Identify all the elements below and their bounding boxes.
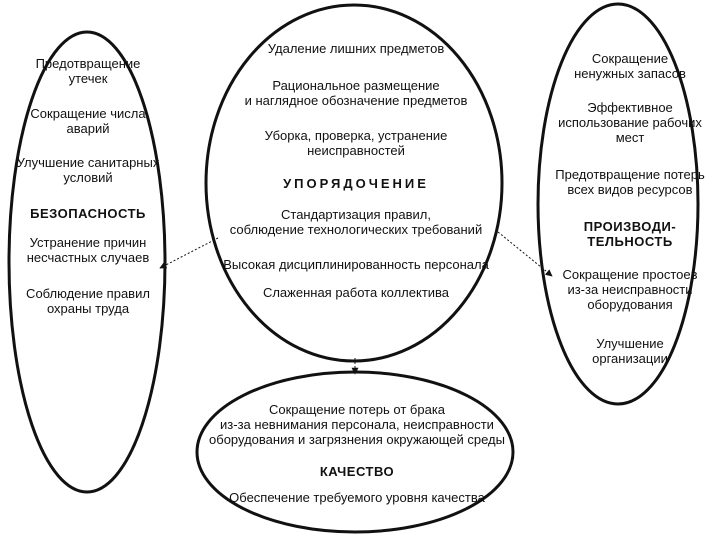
bottom-item-1: Сокращение потерь от брака из-за невнимания персонала, неисправности оборудования и загрязнения окружающей среды bbox=[209, 402, 505, 447]
center-item-3: Уборка, проверка, устранение неисправностей bbox=[264, 128, 448, 158]
center-item-6: Слаженная работа коллектива bbox=[262, 285, 450, 300]
center-item-2: Рациональное размещение и наглядное обозначение предметов bbox=[244, 78, 468, 108]
arrow-to-left bbox=[160, 238, 218, 268]
right-title: ПРОИЗВОДИ- ТЕЛЬНОСТЬ bbox=[583, 219, 677, 249]
left-item-5: Соблюдение правил охраны труда bbox=[26, 286, 150, 316]
bottom-item-2: Обеспечение требуемого уровня качества bbox=[229, 490, 485, 505]
left-item-2: Сокращение числа аварий bbox=[30, 106, 146, 136]
right-item-2: Эффективное использование рабочих мест bbox=[558, 100, 702, 145]
bottom-ellipse bbox=[197, 372, 513, 532]
right-item-3: Предотвращение потерь всех видов ресурсов bbox=[555, 167, 705, 197]
left-item-3: Улучшение санитарных условий bbox=[16, 155, 160, 185]
left-item-4: Устранение причин несчастных случаев bbox=[26, 235, 150, 265]
right-item-5: Улучшение организации bbox=[592, 336, 668, 366]
left-item-1: Предотвращение утечек bbox=[35, 56, 141, 86]
center-item-5: Высокая дисциплинированность персонала bbox=[223, 257, 489, 272]
right-item-4: Сокращение простоев из-за неисправности оборудования bbox=[562, 267, 698, 312]
center-item-4: Стандартизация правил, соблюдение технологических требований bbox=[229, 207, 483, 237]
left-title: БЕЗОПАСНОСТЬ bbox=[30, 206, 146, 221]
right-item-1: Сокращение ненужных запасов bbox=[574, 51, 686, 81]
center-item-1: Удаление лишних предметов bbox=[267, 41, 445, 56]
center-title: УПОРЯДОЧЕНИЕ bbox=[283, 176, 429, 191]
bottom-title: КАЧЕСТВО bbox=[319, 464, 395, 479]
